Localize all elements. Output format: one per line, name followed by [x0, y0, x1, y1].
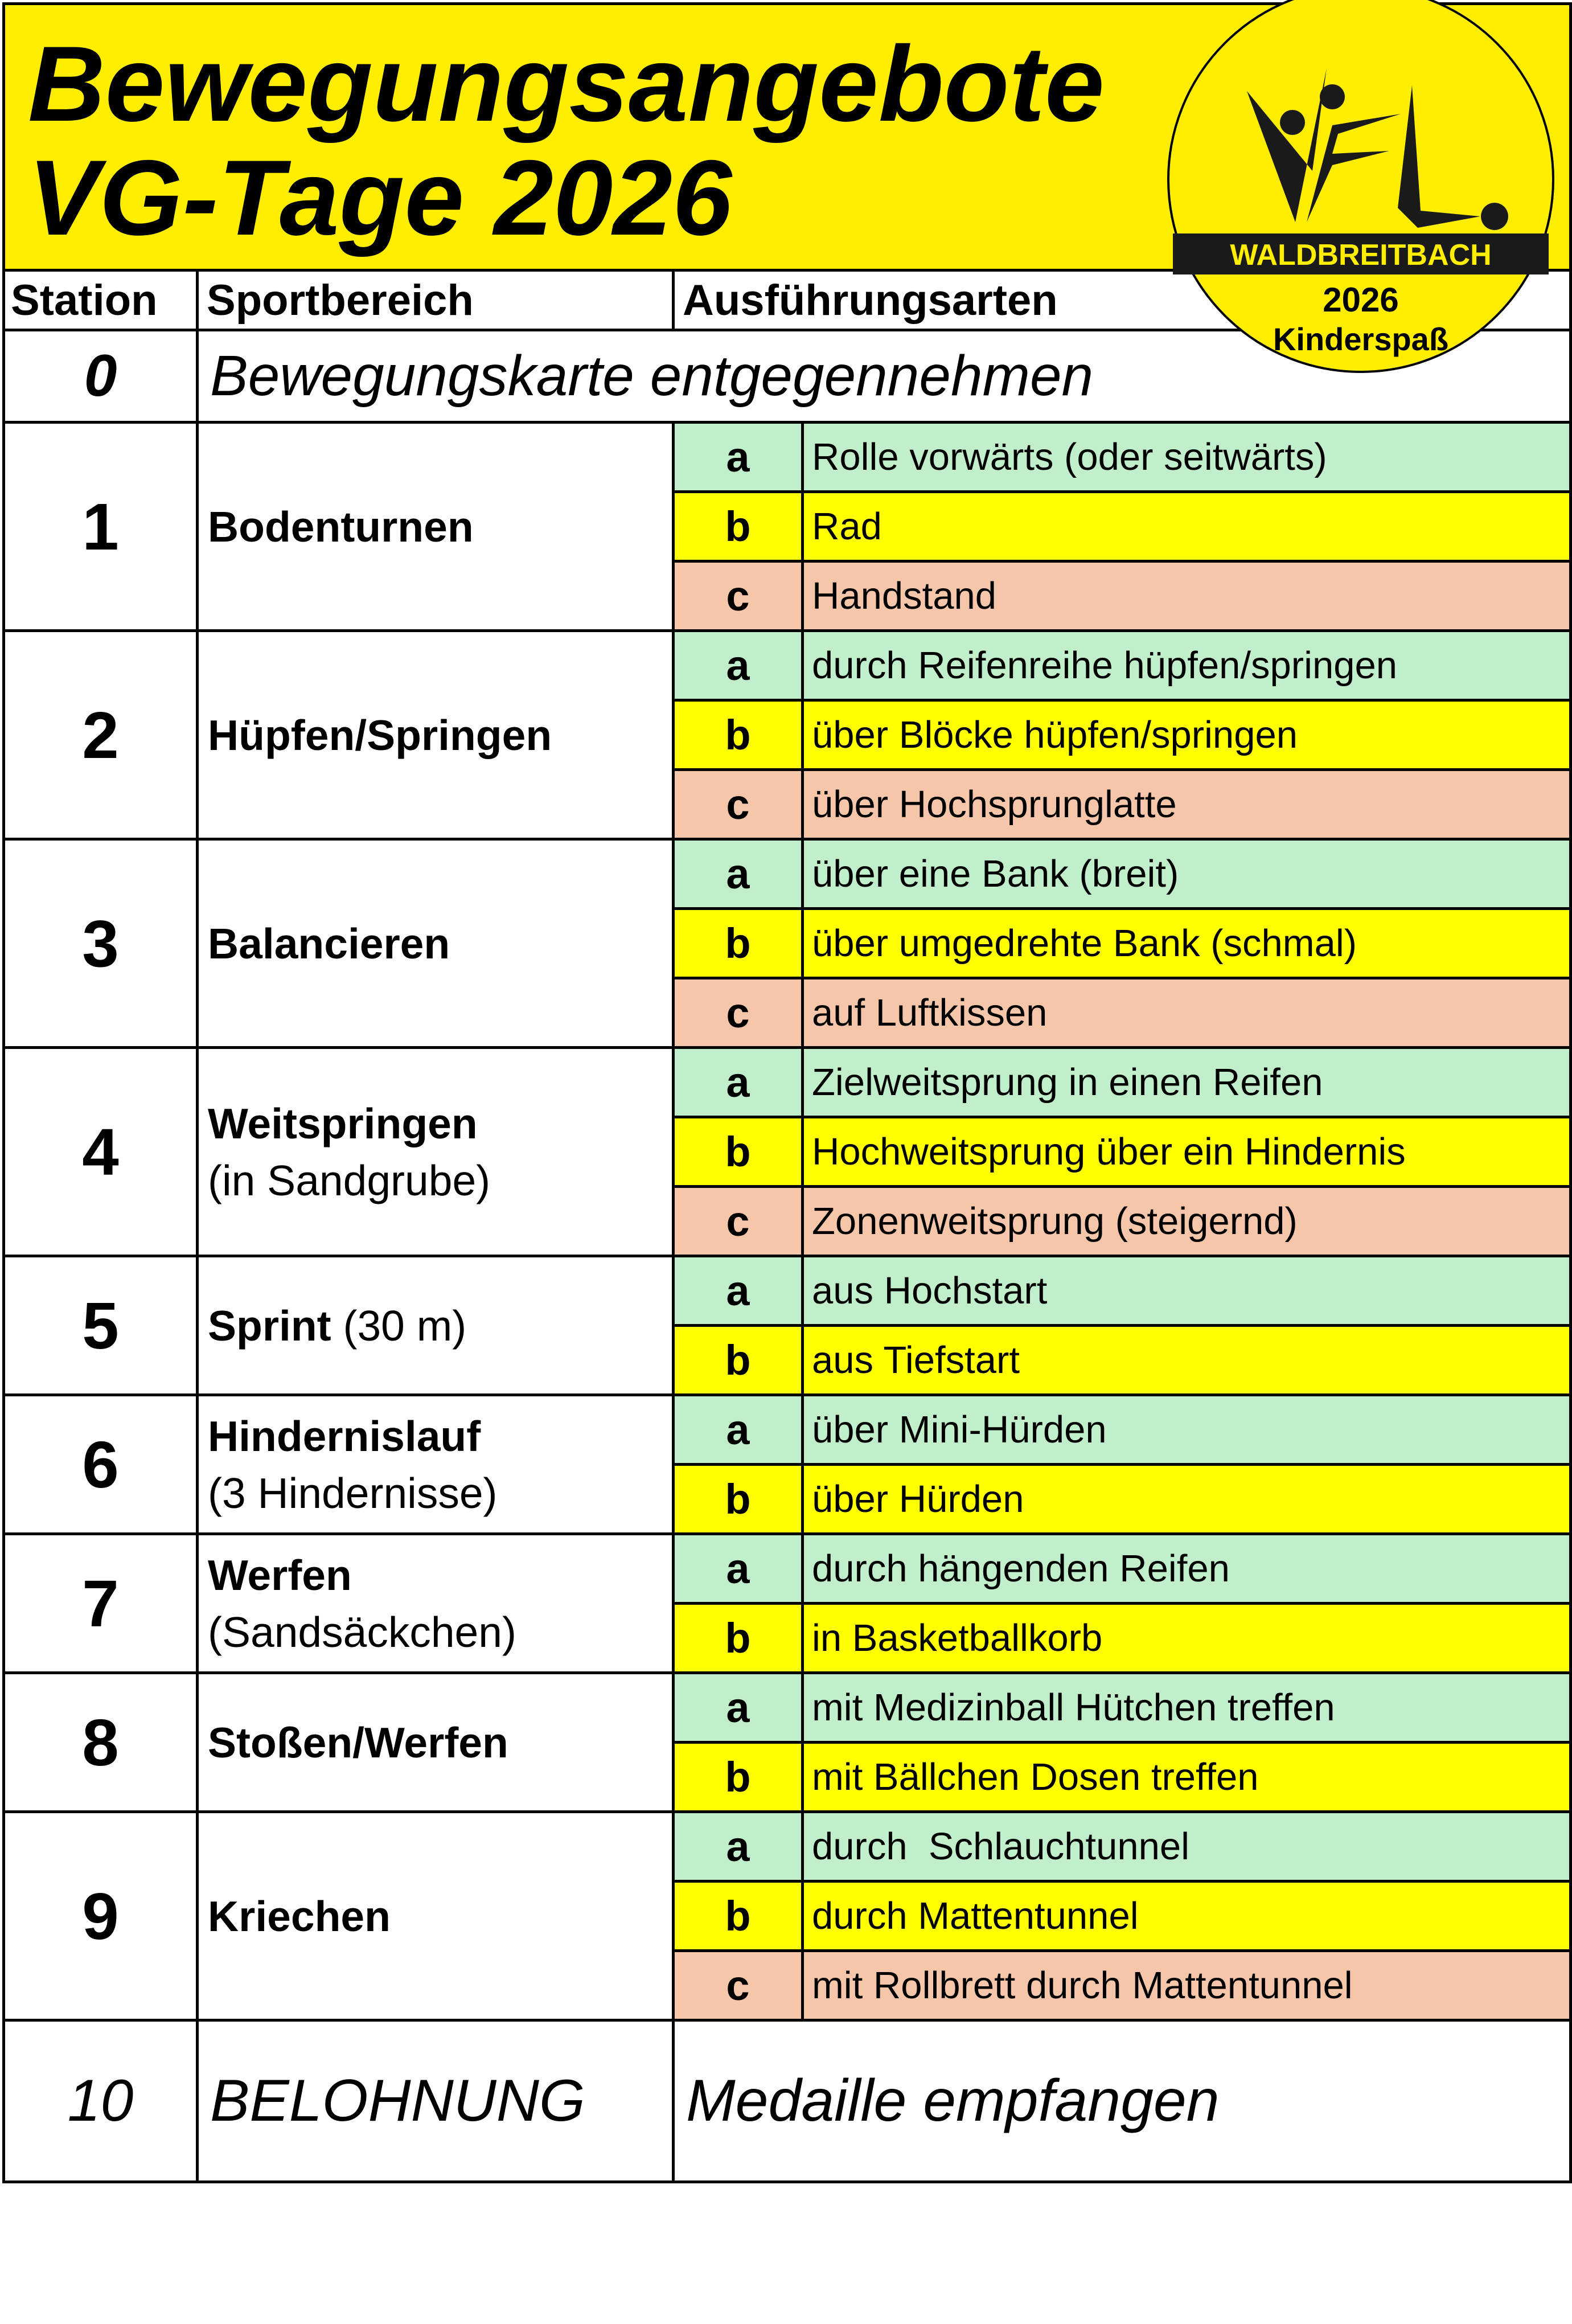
station-number-cell	[4, 1395, 198, 1534]
option-letter-cell	[674, 770, 803, 839]
sport-name: Hüpfen/Springen	[208, 711, 552, 759]
option-letter: b	[725, 1128, 751, 1175]
option-row	[4, 423, 1571, 492]
station-number-cell	[4, 839, 198, 1048]
finish-station-cell	[4, 2020, 198, 2182]
option-letter: c	[726, 989, 750, 1036]
option-letter: a	[726, 1267, 750, 1314]
option-row	[4, 1534, 1571, 1604]
column-header-station-cell	[4, 270, 198, 330]
station-number-cell	[4, 1673, 198, 1812]
option-description: über umgedrehte Bank (schmal)	[812, 922, 1357, 965]
option-description: mit Bällchen Dosen treffen	[812, 1756, 1259, 1798]
option-letter-cell	[674, 561, 803, 631]
logo-club-name: WALDBREITBACH	[1230, 239, 1492, 272]
option-letter-cell	[674, 700, 803, 770]
option-description: auf Luftkissen	[812, 991, 1048, 1034]
station-number: 8	[82, 1705, 119, 1780]
option-letter: a	[726, 850, 750, 897]
option-letter: b	[725, 1753, 751, 1801]
sport-name: Stoßen/Werfen	[208, 1718, 508, 1766]
sport-name: Balancieren	[208, 919, 450, 968]
option-description-cell	[803, 423, 1571, 492]
option-description-cell	[803, 1812, 1571, 1882]
option-description: aus Tiefstart	[812, 1339, 1020, 1382]
finish-text-cell	[674, 2020, 1571, 2182]
option-description: über Mini-Hürden	[812, 1408, 1107, 1451]
station-number: 7	[82, 1566, 119, 1641]
option-letter: a	[726, 433, 750, 481]
station-number: 9	[82, 1879, 119, 1953]
finish-station-number: 10	[67, 2068, 134, 2134]
option-description: mit Medizinball Hütchen treffen	[812, 1686, 1335, 1729]
option-row	[4, 1256, 1571, 1326]
sport-area	[198, 1395, 674, 1534]
option-description-cell	[803, 492, 1571, 561]
option-description-cell	[803, 839, 1571, 909]
option-description-cell	[803, 1395, 1571, 1465]
station-number: 1	[82, 489, 119, 564]
logo-year: 2026	[1323, 281, 1399, 319]
option-letter: b	[725, 1892, 751, 1940]
option-letter: a	[726, 1545, 750, 1592]
option-description: mit Rollbrett durch Mattentunnel	[812, 1964, 1353, 2007]
option-description: Hochweitsprung über ein Hindernis	[812, 1130, 1406, 1173]
option-letter: b	[725, 1475, 751, 1523]
option-letter: a	[726, 642, 750, 689]
option-letter: c	[726, 781, 750, 828]
option-letter: b	[725, 920, 751, 967]
finish-text: Medaille empfangen	[686, 2068, 1220, 2134]
option-letter-cell	[674, 1743, 803, 1812]
option-description: Handstand	[812, 575, 997, 617]
station-number-cell	[4, 1812, 198, 2020]
option-description: durch Reifenreihe hüpfen/springen	[812, 644, 1398, 687]
option-row	[4, 631, 1571, 700]
sport-name: Weitspringen	[208, 1099, 478, 1147]
option-description: durch hängenden Reifen	[812, 1547, 1230, 1590]
option-description-cell	[803, 1673, 1571, 1743]
column-header-station: Station	[11, 276, 158, 325]
option-letter-cell	[674, 1187, 803, 1256]
sport-name: Werfen	[208, 1551, 352, 1599]
station-number: 2	[82, 698, 119, 772]
sport-name: Sprint	[208, 1301, 331, 1350]
option-letter-cell	[674, 1534, 803, 1604]
option-letter-cell	[674, 1882, 803, 1951]
option-description-cell	[803, 1882, 1571, 1951]
option-description: über Blöcke hüpfen/springen	[812, 714, 1298, 756]
option-description-cell	[803, 909, 1571, 978]
station-number: 5	[82, 1288, 119, 1363]
option-description-cell	[803, 1326, 1571, 1395]
option-row	[4, 1048, 1571, 1117]
option-letter-cell	[674, 423, 803, 492]
sport-note: (3 Hindernisse)	[208, 1469, 498, 1517]
start-station-number: 0	[84, 343, 117, 409]
sport-name: Bodenturnen	[208, 502, 474, 551]
option-description-cell	[803, 1187, 1571, 1256]
option-description-cell	[803, 1465, 1571, 1534]
option-letter: a	[726, 1059, 750, 1106]
option-description-cell	[803, 1604, 1571, 1673]
sport-name: Hindernislauf	[208, 1412, 481, 1460]
sport-area	[198, 1812, 674, 2020]
option-letter: c	[726, 1198, 750, 1245]
option-description: über Hürden	[812, 1478, 1024, 1520]
option-letter: b	[725, 711, 751, 759]
option-letter: b	[725, 1614, 751, 1662]
option-description-cell	[803, 1048, 1571, 1117]
option-row	[4, 1673, 1571, 1743]
option-letter-cell	[674, 1395, 803, 1465]
station-number-cell	[4, 631, 198, 839]
sport-area	[198, 631, 674, 839]
option-letter: a	[726, 1823, 750, 1870]
option-description-cell	[803, 978, 1571, 1048]
option-letter-cell	[674, 1117, 803, 1187]
sport-note: (in Sandgrube)	[208, 1156, 491, 1204]
option-description: aus Hochstart	[812, 1269, 1048, 1312]
finish-label: BELOHNUNG	[210, 2068, 585, 2134]
option-description-cell	[803, 631, 1571, 700]
option-letter-cell	[674, 1326, 803, 1395]
option-description: Rad	[812, 505, 882, 548]
sport-note: (30 m)	[331, 1301, 467, 1350]
logo-slogan: Kinderspaß	[1273, 321, 1449, 357]
option-description-cell	[803, 1256, 1571, 1326]
option-description: durch Schlauchtunnel	[812, 1825, 1189, 1868]
vfl-waldbreitbach-logo	[1161, 0, 1560, 382]
option-description-cell	[803, 1951, 1571, 2020]
column-header-types: Ausführungsarten	[683, 276, 1058, 325]
option-letter-cell	[674, 978, 803, 1048]
sport-area	[198, 839, 674, 1048]
start-station-cell	[4, 330, 198, 423]
column-header-sport-cell	[198, 270, 674, 330]
station-number-cell	[4, 1534, 198, 1673]
option-letter-cell	[674, 492, 803, 561]
sport-area	[198, 423, 674, 631]
option-letter: c	[726, 572, 750, 620]
option-description-cell	[803, 1534, 1571, 1604]
start-text: Bewegungskarte entgegennehmen	[210, 344, 1094, 408]
option-letter: b	[725, 1337, 751, 1384]
finish-label-cell	[198, 2020, 674, 2182]
option-description-cell	[803, 1117, 1571, 1187]
option-description-cell	[803, 770, 1571, 839]
station-number: 4	[82, 1114, 119, 1189]
column-header-sport: Sportbereich	[207, 276, 474, 325]
option-letter-cell	[674, 1048, 803, 1117]
option-letter: a	[726, 1406, 750, 1453]
option-letter: c	[726, 1962, 750, 2009]
option-description: Rolle vorwärts (oder seitwärts)	[812, 436, 1327, 478]
title-line-1: Bewegungsangebote	[28, 24, 1105, 144]
option-description: durch Mattentunnel	[812, 1895, 1139, 1937]
sport-note: (Sandsäckchen)	[208, 1608, 516, 1656]
option-description: über Hochsprunglatte	[812, 783, 1177, 826]
option-description-cell	[803, 561, 1571, 631]
option-description-cell	[803, 1743, 1571, 1812]
option-description: in Basketballkorb	[812, 1617, 1103, 1659]
option-description: über eine Bank (breit)	[812, 852, 1179, 895]
option-letter-cell	[674, 1812, 803, 1882]
sport-area	[198, 1048, 674, 1256]
option-letter-cell	[674, 1951, 803, 2020]
station-number: 6	[82, 1427, 119, 1502]
station-number-cell	[4, 1048, 198, 1256]
option-description: Zielweitsprung in einen Reifen	[812, 1061, 1323, 1104]
option-description-cell	[803, 700, 1571, 770]
station-number-cell	[4, 423, 198, 631]
station-number: 3	[82, 906, 119, 981]
option-description: Zonenweitsprung (steigernd)	[812, 1200, 1298, 1243]
title-line-2: VG-Tage 2026	[28, 138, 732, 257]
option-letter-cell	[674, 909, 803, 978]
option-letter-cell	[674, 1465, 803, 1534]
option-row	[4, 1395, 1571, 1465]
option-letter-cell	[674, 1673, 803, 1743]
sport-name: Kriechen	[208, 1892, 391, 1940]
option-row	[4, 1812, 1571, 1882]
sport-area	[198, 1256, 674, 1395]
option-letter-cell	[674, 839, 803, 909]
sport-area	[198, 1534, 674, 1673]
option-letter: a	[726, 1684, 750, 1731]
option-letter-cell	[674, 1256, 803, 1326]
finish-row	[4, 2020, 1571, 2182]
station-number-cell	[4, 1256, 198, 1395]
option-letter-cell	[674, 1604, 803, 1673]
option-letter-cell	[674, 631, 803, 700]
option-row	[4, 839, 1571, 909]
sport-area	[198, 1673, 674, 1812]
option-letter: b	[725, 503, 751, 550]
